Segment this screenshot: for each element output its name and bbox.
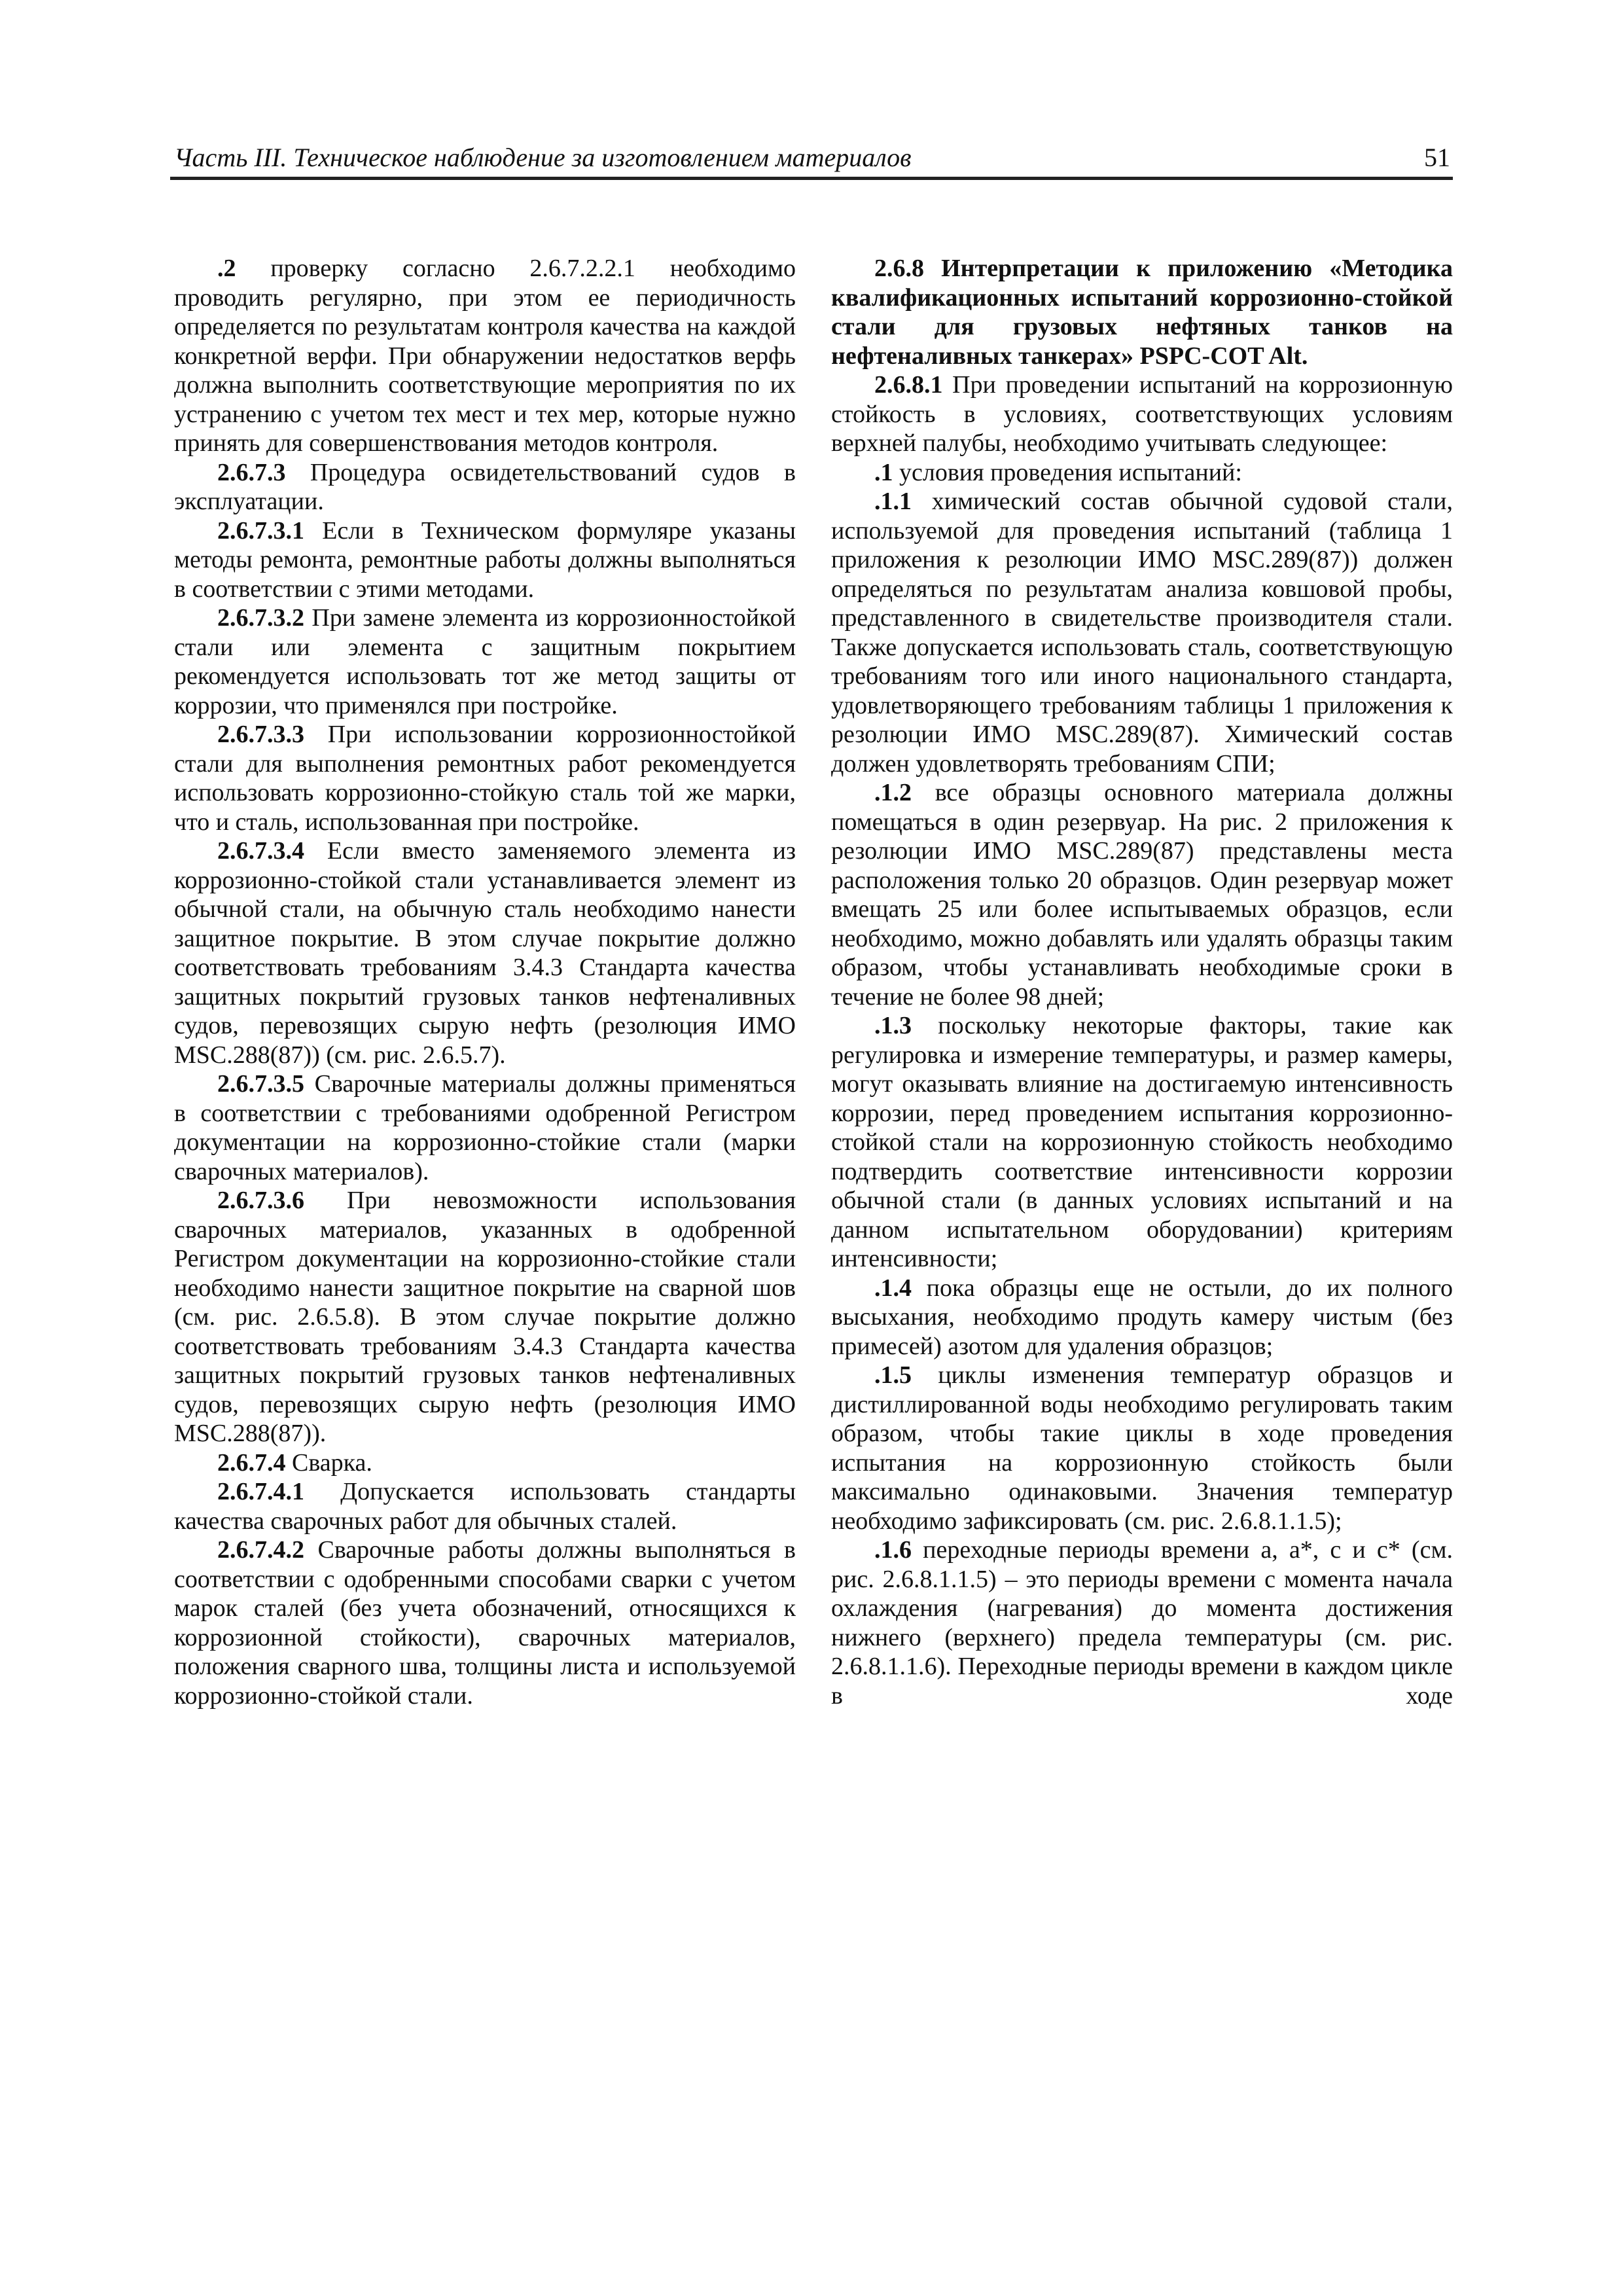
paragraph xyxy=(174,254,796,458)
paragraph-text: все образцы основного материала должны помещаться в один резервуар. На рис. 2 приложения к резолюции ИМО MSC.289(87) представлены места расположения только 20 образцов. Один резервуар может вмещать 25 или более испытываемых образцов, если необходимо, можно добавлять или удалять образцы таким образом, чтобы устанавливать необходимые сроки в течение не более 98 дней; xyxy=(831,779,1453,1011)
paragraph-text: Если в Техническом формуляре указаны методы ремонта, ремонтные работы должны выполняться в соответствии с этими методами. xyxy=(174,516,796,603)
paragraph xyxy=(831,370,1453,458)
clause-number: 2.6.7.4 xyxy=(217,1448,286,1477)
clause-number: 2.6.7.3.2 xyxy=(217,604,304,632)
clause-number: .1 xyxy=(874,458,893,486)
paragraph-text: проверку согласно 2.6.7.2.2.1 необходимо проводить регулярно, при этом ее периодичность определяется по результатам контроля качества на каждой конкретной верфи. При обнаружении недостатков верфь должна выполнить соответствующие мероприятия по их устранению с учетом тех мест и тех мер, которые нужно принять для совершенствования методов контроля. xyxy=(174,255,796,457)
paragraph-text: Процедура освидетельствований судов в эксплуатации. xyxy=(174,458,796,515)
paragraph xyxy=(174,1069,796,1186)
paragraph-text: При невозможности использования сварочных материалов, указанных в одобренной Регистром документации на коррозионно-стойкие стали необходимо нанести защитное покрытие на сварной шов (см. рис. 2.6.5.8). В этом случае покрытие должно соответствовать требованиям 3.4.3 Стандарта качества защитных покрытий грузовых танков нефтеналивных судов, перевозящих сырую нефть (резолюция ИМО MSC.288(87)). xyxy=(174,1187,796,1447)
paragraph xyxy=(831,458,1453,488)
clause-number: .1.3 xyxy=(874,1012,912,1039)
clause-number: 2.6.7.4.2 xyxy=(217,1536,304,1564)
paragraph-text: химический состав обычной судовой стали, используемой для проведения испытаний (таблица 1 приложения к резолюции ИМО MSC.289(87)) должен определяться по результатам анализа ковшовой пробы, представленного в свидетельстве производителя стали. Также допускается использовать сталь, соответствующую требованиям того или иного национального стандарта, удовлетворяющего требованиям таблицы 1 приложения к резолюции ИМО MSC.289(87). Химический состав должен удовлетворять требованиям СПИ; xyxy=(831,488,1453,778)
paragraph-text: условия проведения испытаний: xyxy=(893,458,1242,486)
clause-number: .1.5 xyxy=(874,1361,912,1389)
paragraph-text: Сварочные работы должны выполняться в соответствии с одобренными способами сварки с учетом марок сталей (без учета обозначений, относящихся к коррозионной стойкости), сварочных материалов, положения сварного шва, толщины листа и используемой коррозионно-стойкой стали. xyxy=(174,1536,796,1710)
paragraph xyxy=(831,1011,1453,1274)
paragraph xyxy=(174,836,796,1069)
clause-number: 2.6.7.3.3 xyxy=(217,721,304,748)
paragraph xyxy=(831,1274,1453,1361)
paragraph xyxy=(831,778,1453,1011)
paragraph-text: Если вместо заменяемого элемента из коррозионно-стойкой стали устанавливается элемент из обычной стали, на обычную сталь необходимо нанести защитное покрытие. В этом случае покрытие должно соответствовать требованиям 3.4.3 Стандарта качества защитных покрытий грузовых танков нефтеналивных судов, перевозящих сырую нефть (резолюция ИМО MSC.288(87)) (см. рис. 2.6.5.7). xyxy=(174,837,796,1069)
paragraph-text: пока образцы еще не остыли, до их полного высыхания, необходимо продуть камеру чистым (без примесей) азотом для удаления образцов; xyxy=(831,1274,1453,1360)
paragraph xyxy=(174,1448,796,1478)
clause-number: .1.6 xyxy=(874,1536,912,1564)
running-header-title: Часть III. Техническое наблюдение за изготовлением материалов xyxy=(174,143,912,172)
running-header xyxy=(170,136,1453,180)
paragraph-text: Сварка. xyxy=(285,1448,372,1477)
paragraph-text: Сварочные материалы должны применяться в соответствии с требованиями одобренной Регистром документации на коррозионно-стойкие стали (марки сварочных материалов). xyxy=(174,1070,796,1185)
paragraph xyxy=(174,1535,796,1710)
paragraph-text: При использовании коррозионностойкой стали для выполнения ремонтных работ рекомендуется использовать коррозионно-стойкую сталь той же марки, что и сталь, использованная при постройке. xyxy=(174,721,796,836)
right-column xyxy=(831,254,1453,1710)
paragraph xyxy=(831,1361,1453,1535)
clause-number: 2.6.7.3.6 xyxy=(217,1187,304,1214)
paragraph xyxy=(174,603,796,720)
paragraph xyxy=(174,1477,796,1535)
clause-number: 2.6.7.3.1 xyxy=(217,516,304,545)
paragraph-text: переходные периоды времени a, a*, c и c* (см. рис. 2.6.8.1.1.5) – это периоды времени с момента начала охлаждения (нагревания) до момента достижения нижнего (верхнего) предела температуры (см. рис. 2.6.8.1.1.6). Переходные периоды времени в каждом цикле в ходе xyxy=(831,1536,1453,1710)
paragraph xyxy=(831,487,1453,778)
paragraph xyxy=(174,1186,796,1448)
section-heading: 2.6.8 Интерпретации к приложению «Методика квалификационных испытаний коррозионно-стойкой стали для грузовых нефтяных танков на нефтеналивных танкерах» PSPC-COT Alt. xyxy=(831,255,1453,370)
clause-number: .1.1 xyxy=(874,488,912,515)
clause-number: 2.6.7.3.5 xyxy=(217,1070,304,1098)
clause-number: .2 xyxy=(217,255,236,282)
clause-number: 2.6.7.3.4 xyxy=(217,837,304,865)
paragraph xyxy=(174,458,796,516)
clause-number: 2.6.7.3 xyxy=(217,458,286,486)
paragraph-text: При замене элемента из коррозионностойкой стали или элемента с защитным покрытием рекомендуется использовать тот же метод защиты от коррозии, что применялся при постройке. xyxy=(174,604,796,719)
paragraph-text: При проведении испытаний на коррозионную стойкость в условиях, соответствующих условиям верхней палубы, необходимо учитывать следующее: xyxy=(831,371,1453,457)
paragraph xyxy=(174,720,796,836)
clause-number: .1.2 xyxy=(874,779,912,806)
paragraph-text: поскольку некоторые факторы, такие как регулировка и измерение температуры, и размер камеры, могут оказывать влияние на достигаемую интенсивность коррозии, перед проведением испытания коррозионно-стойкой стали на коррозионную стойкость необходимо подтвердить соответствие интенсивности коррозии обычной стали (в данных условиях испытаний и на данном испытательном оборудовании) критериям интенсивности; xyxy=(831,1012,1453,1272)
clause-number: 2.6.7.4.1 xyxy=(217,1478,304,1505)
clause-number: 2.6.8.1 xyxy=(874,371,943,399)
left-column xyxy=(174,254,796,1710)
paragraph-text: Допускается использовать стандарты качества сварочных работ для обычных сталей. xyxy=(174,1478,796,1535)
paragraph xyxy=(831,1535,1453,1710)
paragraph-text: циклы изменения температур образцов и дистиллированной воды необходимо регулировать таким образом, чтобы такие циклы в ходе проведения испытания на коррозионную стойкость были максимально одинаковыми. Значения температур необходимо зафиксировать (см. рис. 2.6.8.1.1.5); xyxy=(831,1361,1453,1535)
paragraph xyxy=(174,516,796,604)
page-number: 51 xyxy=(1424,143,1450,172)
clause-number: .1.4 xyxy=(874,1274,912,1302)
